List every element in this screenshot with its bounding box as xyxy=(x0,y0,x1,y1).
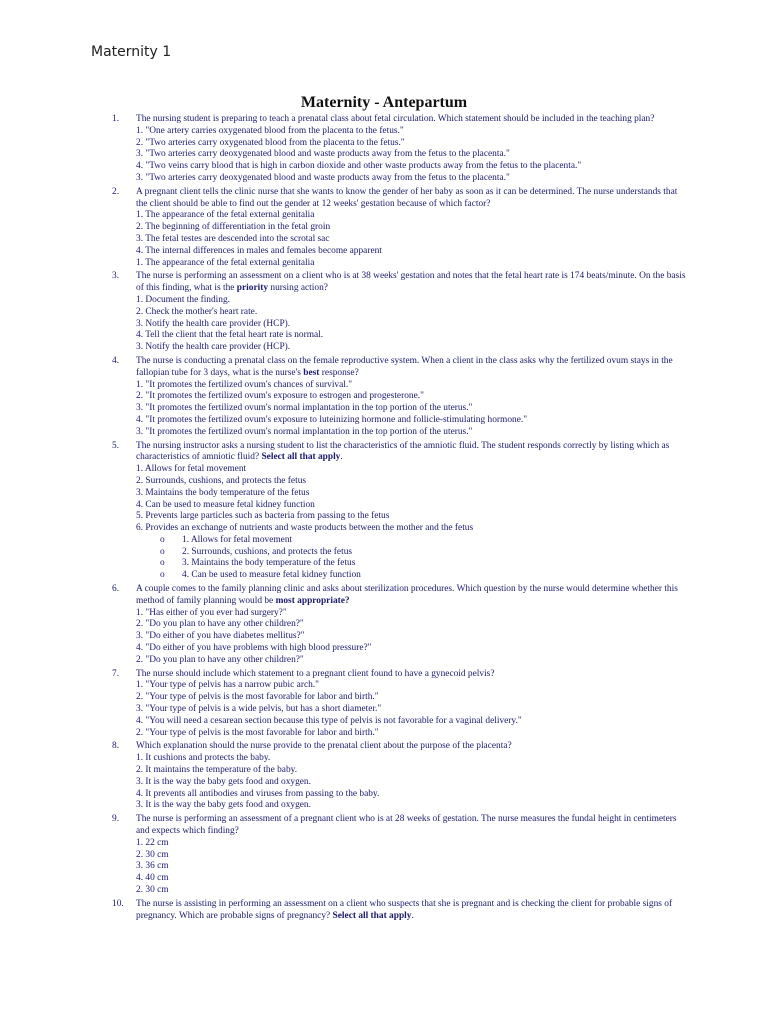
question-number: 3. xyxy=(112,271,120,282)
question-number: 10. xyxy=(112,898,124,909)
stem-text: A pregnant client tells the clinic nurse that she wants to know the gender of her baby as soon as it can be determined. The nurse understands that the client should be able to find out the gender at 12 weeks' gestation because of which factor? xyxy=(136,186,678,209)
running-head: Maternity 1 xyxy=(91,44,172,60)
answer-option: 2. "Do you plan to have any other children?" xyxy=(136,619,304,630)
stem-text: Which explanation should the nurse provide to the prenatal client about the purpose of the placenta? xyxy=(136,741,512,752)
emphasis-text: Select all that apply xyxy=(332,910,412,921)
bullet-icon: o xyxy=(160,534,165,545)
answer-option: 4. The internal differences in males and females become apparent xyxy=(136,245,382,256)
emphasis-text: most appropriate? xyxy=(275,595,350,606)
question-item xyxy=(112,669,687,740)
answer-option: 1. The appearance of the fetal external genitalia xyxy=(136,210,315,221)
stem-text: A couple comes to the family planning clinic and asks about sterilization procedures. Which question by the nurse would determine whether this method of family planning would be xyxy=(136,584,678,606)
answer-option: 1. It cushions and protects the baby. xyxy=(136,753,271,764)
answer-option: 1. Allows for fetal movement xyxy=(136,464,247,475)
selected-answer-text: 2. Surrounds, cushions, and protects the fetus xyxy=(182,546,353,557)
answer-option: 4. "Do either of you have problems with high blood pressure?" xyxy=(136,643,372,654)
answer-option: 5. Prevents large particles such as bacteria from passing to the fetus xyxy=(136,511,390,522)
selected-answer xyxy=(160,547,687,559)
question-number: 4. xyxy=(112,355,120,366)
question-number: 8. xyxy=(112,741,120,752)
answer-option: 4. "You will need a cesarean section because this type of pelvis is not favorable for a vaginal delivery." xyxy=(136,715,522,726)
answer-option: 2. 30 cm xyxy=(136,849,169,860)
answer-option: 4. Can be used to measure fetal kidney function xyxy=(136,499,315,510)
answer-option: 4. "Two veins carry blood that is high in carbon dioxide and other waste products away from the fetus to the placenta." xyxy=(136,161,582,172)
question-item xyxy=(112,114,687,185)
question-stem xyxy=(136,741,687,753)
answer-option: 3. "Your type of pelvis is a wide pelvis, but has a short diameter." xyxy=(136,704,382,715)
stem-text: The nursing instructor asks a nursing student to list the characteristics of the amniotic fluid. The student responds correctly by listing which as characteristics of amniotic fluid? xyxy=(136,440,670,463)
question-number: 9. xyxy=(112,814,120,825)
question-number: 5. xyxy=(112,440,120,451)
question-number: 7. xyxy=(112,668,120,679)
stem-text: The nurse should include which statement to a pregnant client found to have a gynecoid pelvis? xyxy=(136,668,495,679)
question-stem xyxy=(136,584,687,608)
correct-answer: 3. It is the way the baby gets food and oxygen. xyxy=(136,800,311,811)
selected-answer xyxy=(160,558,687,570)
question-item xyxy=(112,741,687,812)
answer-option: 3. The fetal testes are descended into the scrotal sac xyxy=(136,233,330,244)
answer-option: 4. "It promotes the fertilized ovum's exposure to luteinizing hormone and follicle-stimulating hormone." xyxy=(136,414,528,425)
answer-option: 1. "Your type of pelvis has a narrow pubic arch." xyxy=(136,680,319,691)
answer-option: 1. 22 cm xyxy=(136,837,169,848)
stem-text: . xyxy=(340,452,343,463)
question-stem xyxy=(136,899,687,923)
question-number: 2. xyxy=(112,186,120,197)
question-number: 6. xyxy=(112,584,120,595)
question-item xyxy=(112,441,687,583)
answer-option: 1. "One artery carries oxygenated blood from the placenta to the fetus." xyxy=(136,125,404,136)
correct-answer: 2. 30 cm xyxy=(136,885,169,895)
answer-option: 3. "Do either of you have diabetes mellitus?" xyxy=(136,631,305,642)
answer-option: 1. "It promotes the fertilized ovum's chances of survival." xyxy=(136,379,353,390)
answer-option: 2. The beginning of differentiation in the fetal groin xyxy=(136,222,331,233)
emphasis-text: priority xyxy=(236,283,269,294)
bullet-icon: o xyxy=(160,570,165,581)
emphasis-text: Select all that apply xyxy=(261,452,341,463)
correct-answer: 3. "It promotes the fertilized ovum's normal implantation in the top portion of the uterus." xyxy=(136,426,473,437)
answer-option: 3. It is the way the baby gets food and oxygen. xyxy=(136,776,311,787)
bullet-icon: o xyxy=(160,546,165,557)
selected-answer-text: 1. Allows for fetal movement xyxy=(182,534,293,545)
stem-text: The nurse is assisting in performing an assessment on a client who suspects that she is pregnant and is checking the client for probable signs of pregnancy. Which are probable signs of pregnancy? xyxy=(136,898,673,921)
question-item xyxy=(112,271,687,354)
stem-text: response? xyxy=(319,367,359,378)
answer-option: 3. Notify the health care provider (HCP). xyxy=(136,318,291,329)
bullet-icon: o xyxy=(160,558,165,569)
stem-text: The nurse is performing an assessment on a client who is at 38 weeks' gestation and notes that the fetal heart rate is 174 beats/minute. On the basis of this finding, what is the xyxy=(136,271,686,294)
correct-answer: 1. The appearance of the fetal external genitalia xyxy=(136,257,315,268)
answer-option: 1. "Has either of you ever had surgery?" xyxy=(136,607,287,618)
answer-option: 6. Provides an exchange of nutrients and waste products between the mother and the fetus xyxy=(136,523,474,534)
question-stem xyxy=(136,814,687,838)
selected-answer xyxy=(160,535,687,547)
answer-option: 4. It prevents all antibodies and viruses from passing to the baby. xyxy=(136,788,380,799)
correct-answer: 3. Notify the health care provider (HCP). xyxy=(136,342,291,353)
stem-text: nursing action? xyxy=(268,283,328,294)
answer-option: 2. Check the mother's heart rate. xyxy=(136,306,258,317)
answer-option: 2. Surrounds, cushions, and protects the fetus xyxy=(136,475,307,486)
answer-option: 4. Tell the client that the fetal heart rate is normal. xyxy=(136,330,324,341)
correct-answer: 2. "Your type of pelvis is the most favorable for labor and birth." xyxy=(136,727,379,738)
selected-answer xyxy=(160,570,687,582)
question-list xyxy=(112,114,687,922)
answer-option: 2. It maintains the temperature of the baby. xyxy=(136,765,298,776)
answer-option: 3. "Two arteries carry deoxygenated blood and waste products away from the fetus to the placenta." xyxy=(136,149,510,160)
question-item xyxy=(112,814,687,897)
stem-text: . xyxy=(411,910,414,921)
selected-answer-text: 4. Can be used to measure fetal kidney function xyxy=(182,570,361,581)
question-stem xyxy=(136,114,687,126)
stem-text: The nurse is performing an assessment of a pregnant client who is at 28 weeks of gestation. The nurse measures the fundal height in centimeters and expects which finding? xyxy=(136,814,677,837)
selected-answers-list xyxy=(136,535,687,582)
question-item xyxy=(112,356,687,439)
answer-option: 2. "Your type of pelvis is the most favorable for labor and birth." xyxy=(136,692,379,703)
stem-text: The nurse is conducting a prenatal class on the female reproductive system. When a client in the class asks why the fertilized ovum stays in the fallopian tube for 3 days, what is the nurse's xyxy=(136,355,673,378)
answer-option: 3. "It promotes the fertilized ovum's normal implantation in the top portion of the uterus." xyxy=(136,403,473,414)
question-item xyxy=(112,187,687,270)
question-stem xyxy=(136,271,687,295)
question-stem xyxy=(136,356,687,380)
emphasis-text: best xyxy=(303,367,320,378)
correct-answer: 2. "Do you plan to have any other children?" xyxy=(136,654,304,665)
selected-answer-text: 3. Maintains the body temperature of the fetus xyxy=(182,558,356,569)
stem-text: The nursing student is preparing to teach a prenatal class about fetal circulation. Which statement should be included in the teaching plan? xyxy=(136,114,655,124)
question-item xyxy=(112,584,687,667)
correct-answer: 3. "Two arteries carry deoxygenated blood and waste products away from the fetus to the placenta." xyxy=(136,172,510,183)
question-stem xyxy=(136,669,687,681)
answer-option: 3. 36 cm xyxy=(136,861,169,872)
answer-option: 1. Document the finding. xyxy=(136,294,230,305)
question-stem xyxy=(136,441,687,465)
question-number: 1. xyxy=(112,114,120,124)
question-item xyxy=(112,899,687,923)
question-stem xyxy=(136,187,687,211)
document-title: Maternity - Antepartum xyxy=(300,94,468,111)
answer-option: 3. Maintains the body temperature of the fetus xyxy=(136,487,310,498)
answer-option: 2. "Two arteries carry oxygenated blood from the placenta to the fetus." xyxy=(136,137,405,148)
answer-option: 2. "It promotes the fertilized ovum's exposure to estrogen and progesterone." xyxy=(136,391,424,402)
answer-option: 4. 40 cm xyxy=(136,873,169,884)
